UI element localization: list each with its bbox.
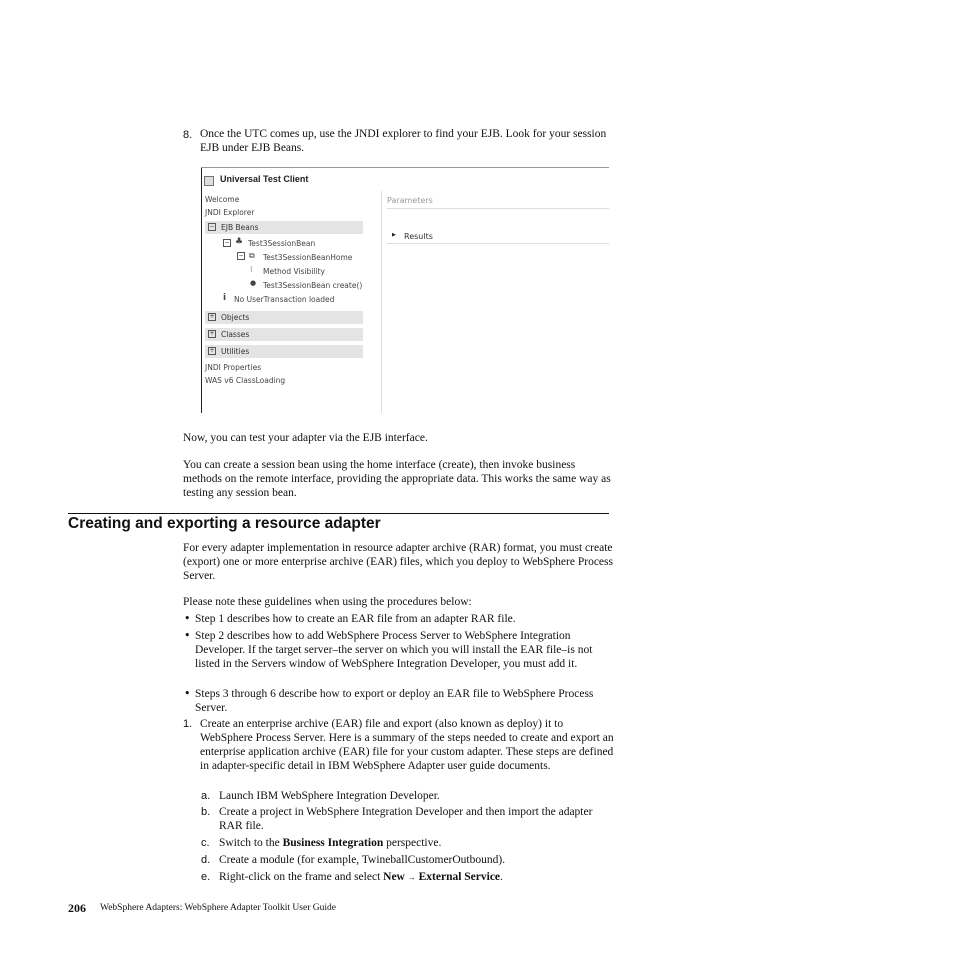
collapse-icon: − — [238, 252, 244, 259]
parameters-label: Parameters — [387, 196, 433, 205]
list-item: Step 2 describes how to add WebSphere Process Server to WebSphere Integration Developer. If the target server–the server on which you will install the EAR file–is not listed in the Servers window of WebSphere Integration Developer, you must add it. — [195, 630, 593, 670]
menu-arrow-icon: → — [407, 873, 416, 882]
footer-title: WebSphere Adapters: WebSphere Adapter Toolkit User Guide — [100, 903, 336, 913]
substep-text: Launch IBM WebSphere Integration Developer. — [219, 790, 440, 802]
nav-jndi-properties[interactable]: JNDI Properties — [205, 363, 262, 372]
section-classes[interactable]: + Classes — [205, 328, 363, 341]
ui-term: Business Integration — [282, 837, 384, 849]
substep-label: a. — [201, 790, 211, 802]
results-label[interactable]: Results — [404, 232, 433, 241]
substep-text: Create a project in WebSphere Integration Developer and then import the adapter RAR file. — [219, 806, 593, 832]
collapse-icon: − — [224, 239, 230, 246]
paragraph: Please note these guidelines when using the procedures below: — [183, 596, 472, 608]
substep-text: Create a module (for example, TwineballCustomerOutbound). — [219, 854, 506, 866]
window-icon — [204, 176, 214, 186]
pane-divider — [381, 191, 382, 413]
substep-label: e. — [201, 871, 211, 883]
substep-label: b. — [201, 806, 211, 818]
nav-jndi-explorer[interactable]: JNDI Explorer — [205, 208, 255, 217]
substep-text: Switch to the Business Integration perspective. — [219, 837, 442, 849]
expand-icon: + — [209, 347, 215, 354]
expand-icon: + — [209, 313, 215, 320]
substep-label: d. — [201, 854, 211, 866]
substep-text: Right-click on the frame and select New → External Service. — [219, 871, 503, 883]
step-text: Once the UTC comes up, use the JNDI explorer to find your EJB. Look for your session EJB under EJB Beans. — [200, 128, 607, 154]
list-item: Steps 3 through 6 describe how to export or deploy an EAR file to WebSphere Process Server. — [195, 688, 594, 714]
results-divider — [387, 243, 609, 244]
paragraph: You can create a session bean using the home interface (create), then invoke business methods on the remote interface, providing the appropriate data. This works the same way as testing any session bean. — [183, 459, 611, 499]
method-icon: ⁝ — [250, 265, 253, 274]
list-item: Step 1 describes how to create an EAR file from an adapter RAR file. — [195, 613, 516, 625]
paragraph: Now, you can test your adapter via the EJB interface. — [183, 432, 428, 444]
expand-icon: + — [209, 330, 215, 337]
bean-icon: ♣ — [235, 237, 244, 247]
utc-screenshot: Universal Test Client Welcome JNDI Explorer − EJB Beans − ♣ Test3SessionBean − ⧉ Test3SessionBeanHome ⁝ Method Visibility ● Test3SessionBean create() i No UserTransaction loaded + Objects + Classes + Utilities JNDI Properties WAS v6 ClassLoading Parameters ▶ Results — [201, 167, 609, 413]
page-number: 206 — [68, 901, 86, 915]
section-ejb-beans[interactable]: − EJB Beans — [205, 221, 363, 234]
section-objects[interactable]: + Objects — [205, 311, 363, 324]
collapse-icon: − — [209, 223, 215, 230]
ui-term: External Service — [418, 871, 501, 883]
screenshot-border — [201, 167, 202, 413]
bullet-icon: • — [184, 687, 191, 700]
nav-was-classloading[interactable]: WAS v6 ClassLoading — [205, 376, 286, 385]
ui-term: New — [383, 871, 405, 883]
substep-label: c. — [201, 837, 210, 849]
parameters-divider — [387, 208, 609, 209]
info-icon: i — [223, 293, 227, 303]
heading-rule — [68, 513, 609, 514]
utc-title-bar — [201, 167, 609, 192]
method-dot-icon: ● — [250, 279, 257, 287]
expand-arrow-icon[interactable]: ▶ — [392, 232, 396, 238]
interface-icon: ⧉ — [249, 251, 255, 260]
utc-title: Universal Test Client — [220, 174, 309, 184]
step-text: Create an enterprise archive (EAR) file and export (also known as deploy) it to WebSphere Process Server. Here is a summary of the steps needed to create and export an enterprise application archive (EAR) file for your custom adapter. These steps are defined in adapter-specific detail in IBM WebSphere Adapter user guide documents. — [200, 718, 614, 772]
step-number: 8. — [183, 129, 193, 141]
section-utilities[interactable]: + Utilities — [205, 345, 363, 358]
step-number: 1. — [183, 718, 193, 730]
bullet-icon: • — [184, 612, 191, 625]
bullet-icon: • — [184, 629, 191, 642]
paragraph: For every adapter implementation in resource adapter archive (RAR) format, you must create (export) one or more enterprise archive (EAR) files, which you deploy to WebSphere Process Server. — [183, 542, 613, 582]
section-heading: Creating and exporting a resource adapter — [68, 515, 381, 532]
nav-welcome[interactable]: Welcome — [205, 195, 240, 204]
